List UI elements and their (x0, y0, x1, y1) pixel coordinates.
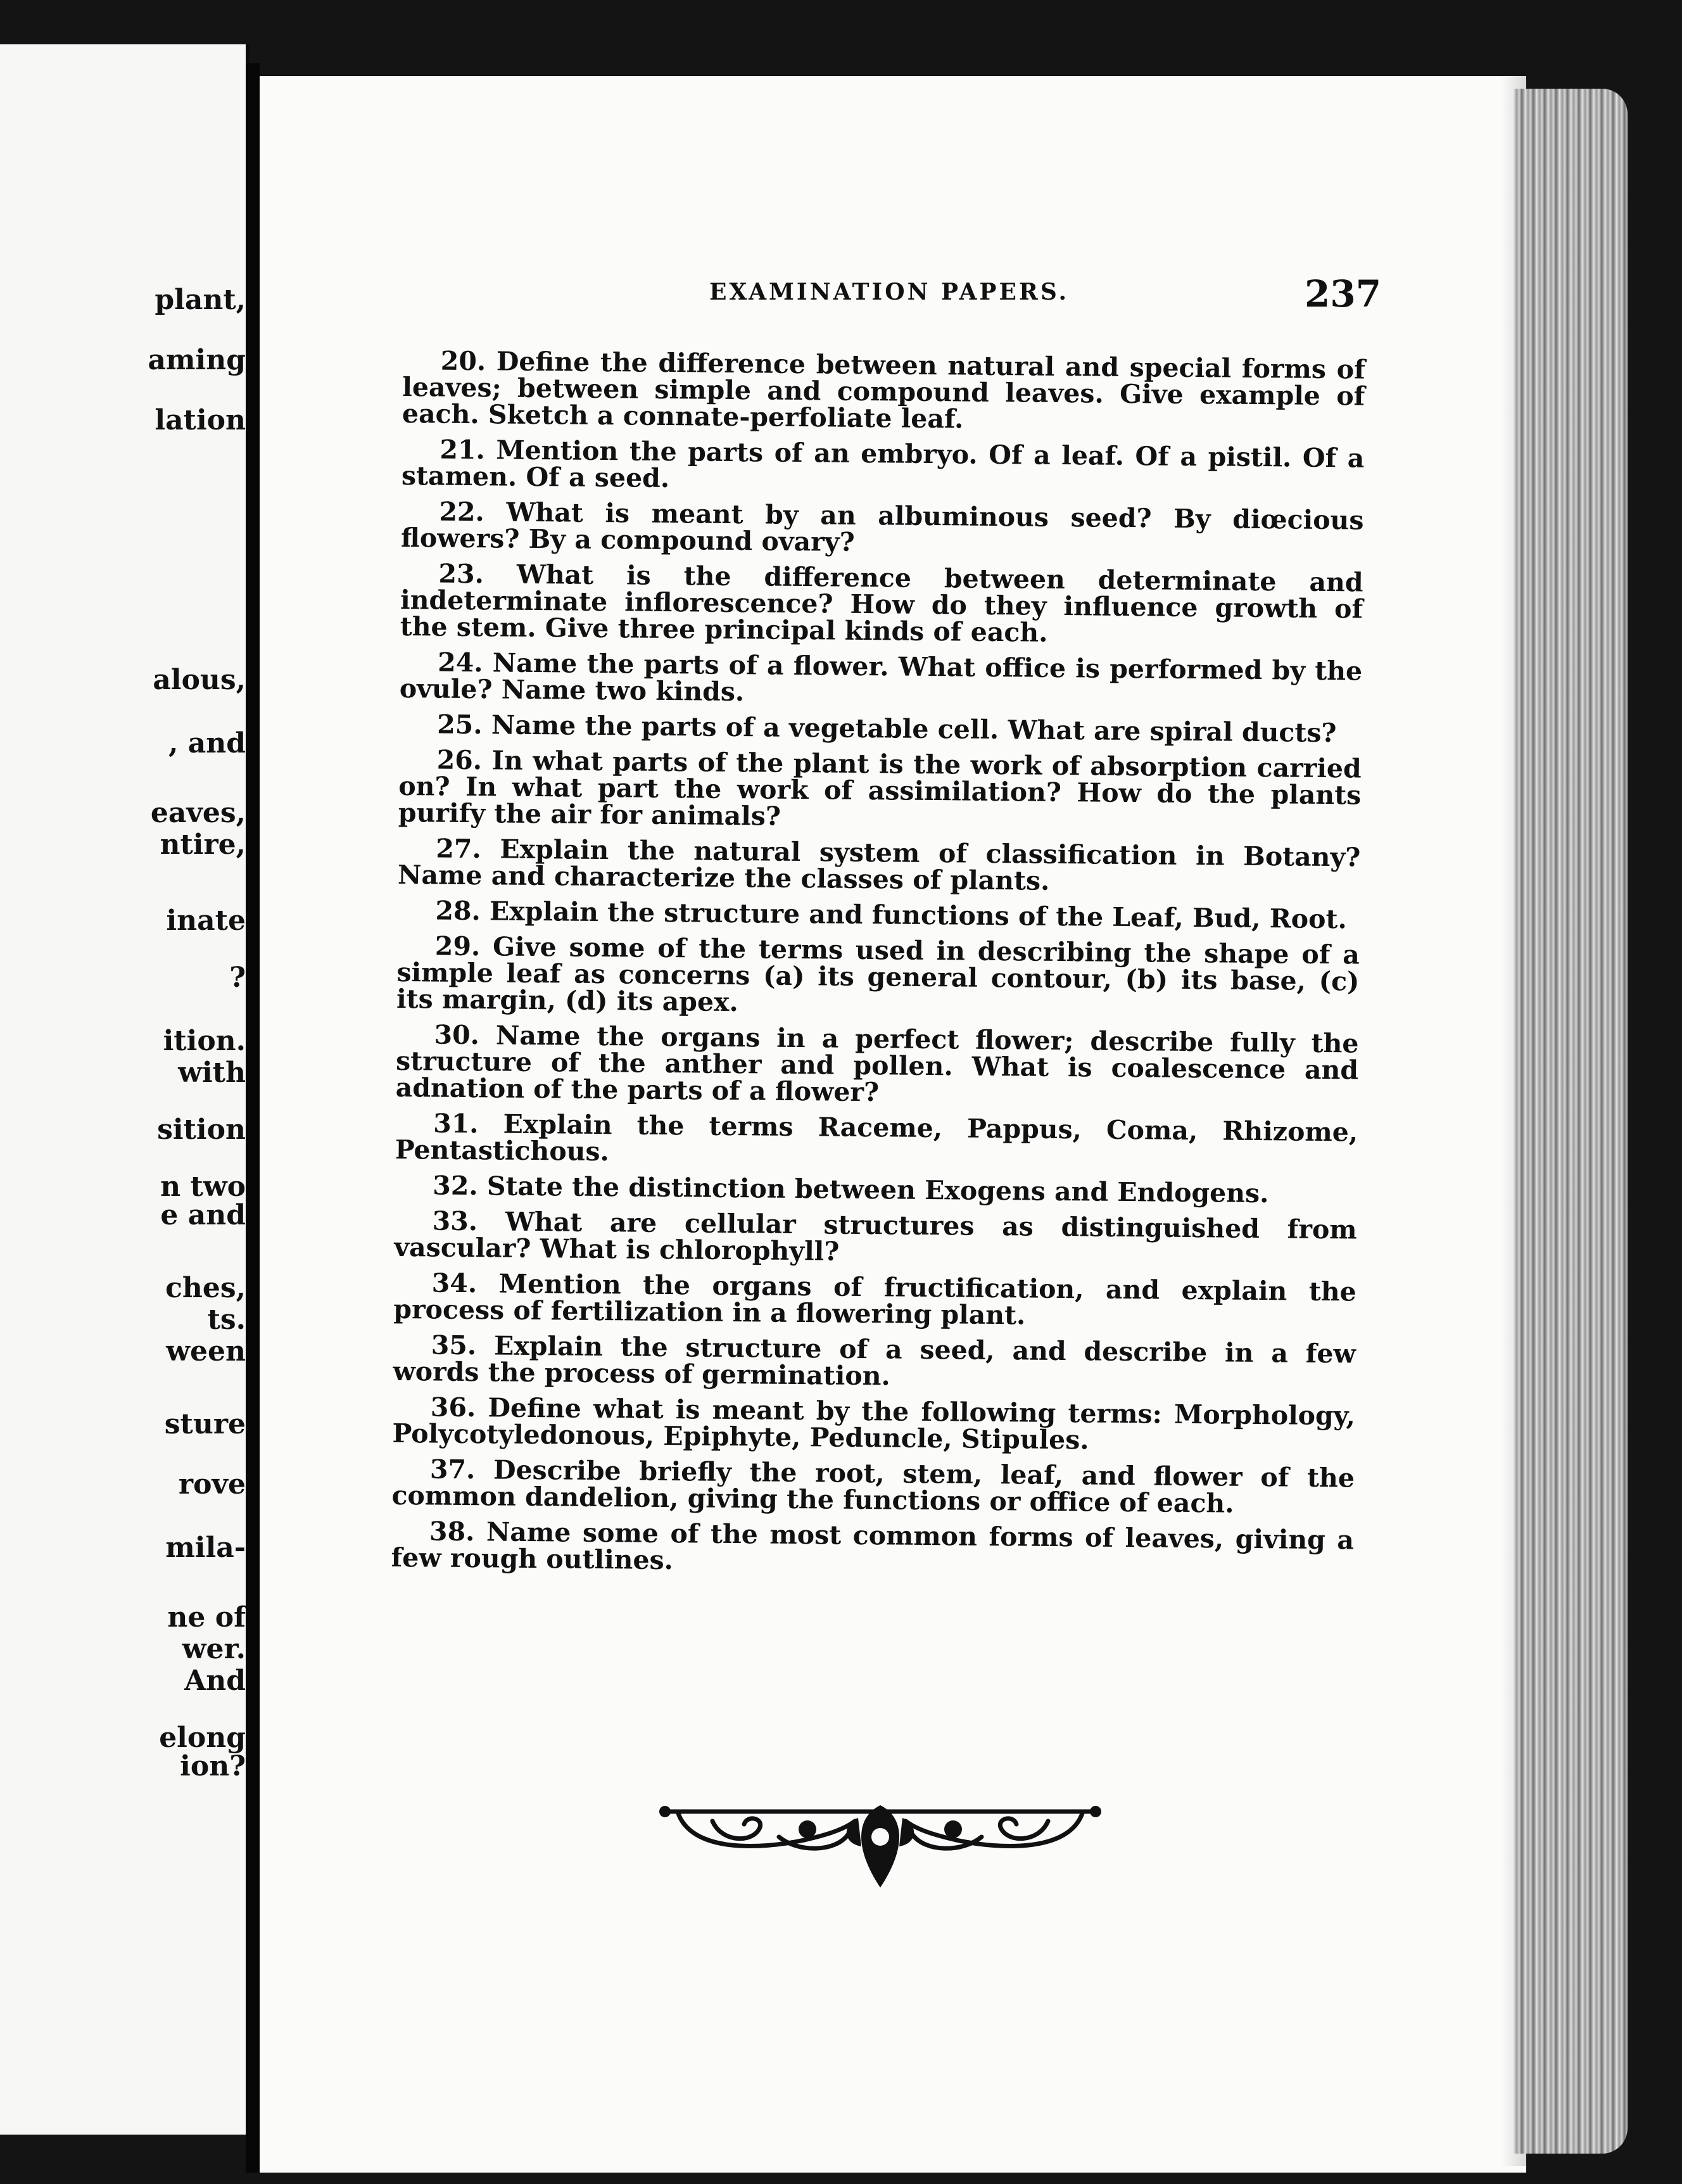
left-page-text-fragment: ntire, (160, 829, 246, 861)
exam-question: 21. Mention the parts of an embryo. Of a leaf. Of a pistil. Of a stamen. Of a seed. (401, 434, 1365, 494)
page-number: 237 (1305, 272, 1382, 315)
exam-question: 32. State the distinction between Exogens and Endogens. (433, 1170, 1269, 1209)
left-page-text-fragment: alous, (153, 664, 246, 696)
exam-question: 20. Define the difference between natural and special forms of leaves; between simple and compound leaves. Give example of each. Sketch a connate-perfoliate leaf. (402, 345, 1365, 435)
left-page-text-fragment: mila- (165, 1532, 246, 1564)
left-page-text-fragment: , and (168, 727, 246, 759)
exam-question: 31. Explain the terms Raceme, Pappus, Coma, Rhizome, Pentastichous. (395, 1108, 1358, 1167)
exam-question: 23. What is the difference between determinate and indeterminate inflorescence? How do they influence growth of the stem. Give three principal kinds of each. (400, 558, 1363, 648)
exam-question: 38. Name some of the most common forms of leaves, giving a few rough outlines. (391, 1516, 1355, 1576)
exam-question: 29. Give some of the terms used in describing the shape of a simple leaf as concerns (a) its general contour, (b) its base, (c) its margin, (d) its apex. (396, 930, 1360, 1018)
left-page-text-fragment: elong (159, 1722, 246, 1754)
exam-question: 28. Explain the structure and functions of the Leaf, Bud, Root. (435, 895, 1347, 935)
decorative-ornament (652, 1793, 1108, 1907)
left-page-text-fragment: ts. (207, 1304, 246, 1336)
exam-question: 37. Describe briefly the root, stem, leaf, and flower of the common dandelion, giving the functions or office of each. (391, 1454, 1355, 1519)
exam-question: 22. What is meant by an albuminous seed? By diœcious flowers? By a compound ovary? (400, 496, 1364, 557)
left-page-text-fragment: aming (148, 344, 246, 376)
exam-question: 36. Define what is meant by the following terms: Morphology, Polycotyledonous, Epiphyte, Peduncle, Stipules. (392, 1392, 1356, 1456)
left-page-text-fragment: ween (166, 1335, 246, 1368)
book-page-edges (1514, 89, 1628, 2154)
left-page-text-fragment: lation (155, 404, 246, 436)
left-page-text-fragment: ne of (167, 1601, 246, 1634)
left-page-text-fragment: e and (160, 1199, 246, 1231)
left-page-text-fragment: sition (157, 1114, 246, 1146)
left-page-text-fragment: ition. (163, 1025, 246, 1057)
left-page-text-fragment: ? (229, 962, 246, 994)
left-page-text-fragment: ion? (180, 1750, 246, 1782)
left-page-text-fragment: plant, (155, 284, 246, 316)
exam-question: 30. Name the organs in a perfect flower; describe fully the structure of the anther and pollen. What is coalescence and adnation of the parts of a flower? (395, 1019, 1359, 1108)
left-page-text-fragment: with (178, 1057, 246, 1089)
exam-question: 26. In what parts of the plant is the work of absorption carried on? In what part the work of assimilation? How do the plants purify the air for animals? (398, 744, 1362, 832)
left-page-text-fragment: n two (160, 1171, 246, 1203)
left-page-text-fragment: inate (166, 905, 246, 937)
exam-question: 35. Explain the structure of a seed, and describe in a few words the process of germination. (393, 1330, 1356, 1392)
running-head: EXAMINATION PAPERS. (709, 279, 1070, 305)
exam-question: 27. Explain the natural system of classification in Botany? Name and characterize the classes of plants. (397, 833, 1361, 896)
exam-question: 25. Name the parts of a vegetable cell. What are spiral ducts? (437, 709, 1337, 749)
left-page-text-fragment: ches, (165, 1272, 246, 1304)
left-page-text-fragment: sture (164, 1408, 246, 1440)
book-gutter (246, 63, 260, 2173)
exam-question: 34. Mention the organs of fructification, and explain the process of fertilization in a flowering plant. (393, 1267, 1356, 1331)
exam-question: 33. What are cellular structures as distinguished from vascular? What is chlorophyll? (394, 1205, 1357, 1267)
left-page-text-fragment: And (184, 1665, 246, 1697)
question-list (391, 347, 1365, 1589)
left-page (0, 44, 250, 2135)
left-page-text-fragment: wer. (182, 1633, 246, 1665)
left-page-text-fragment: rove (178, 1468, 246, 1501)
left-page-text-fragment: eaves, (150, 797, 246, 829)
exam-question: 24. Name the parts of a flower. What office is performed by the ovule? Name two kinds. (399, 647, 1363, 708)
